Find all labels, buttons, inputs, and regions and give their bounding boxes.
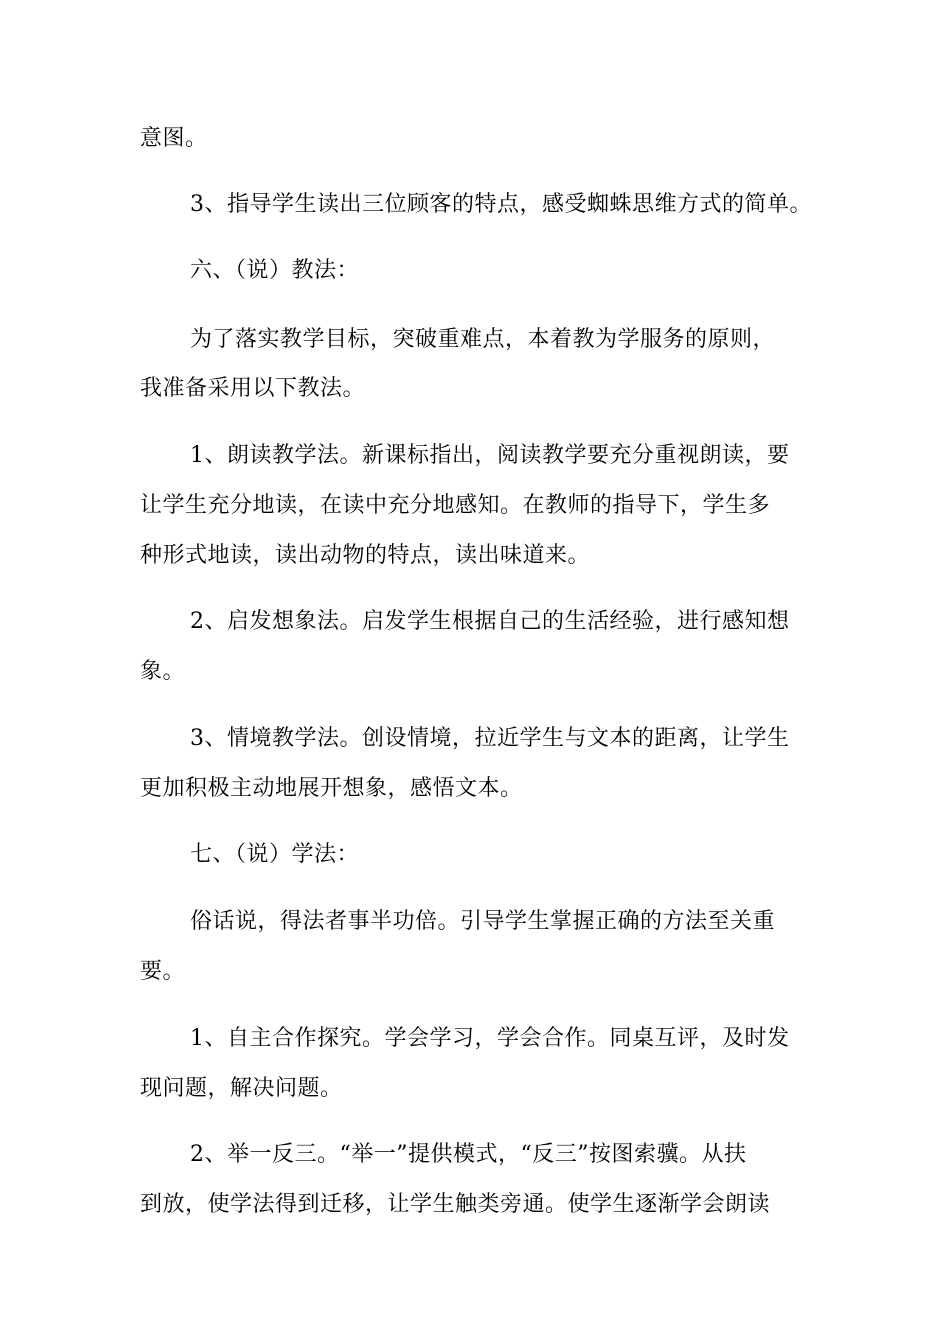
text-line: 1、自主合作探究。学会学习，学会合作。同桌互评，及时发 [190,1026,790,1051]
text-line: 3、情境教学法。创设情境，拉近学生与文本的距离，让学生 [190,726,790,751]
text-line: 现问题，解决问题。 [140,1076,343,1101]
text-line: 3、指导学生读出三位顾客的特点，感受蜘蛛思维方式的简单。 [190,192,812,217]
text-line: 2、启发想象法。启发学生根据自己的生活经验，进行感知想 [190,609,790,634]
section-heading: 六、（说）教法： [190,258,360,283]
text-line: 种形式地读，读出动物的特点，读出味道来。 [140,543,591,568]
text-line: 我准备采用以下教法。 [140,376,366,401]
text-line: 2、举一反三。“举一”提供模式，“反三”按图索骥。从扶 [190,1142,747,1167]
text-line: 俗话说，得法者事半功倍。引导学生掌握正确的方法至关重 [190,909,776,934]
text-line: 要。 [140,959,186,984]
text-line: 更加积极主动地展开想象，感悟文本。 [140,776,523,801]
text-line: 让学生充分地读，在读中充分地感知。在教师的指导下，学生多 [140,493,771,518]
text-line: 到放，使学法得到迁移，让学生触类旁通。使学生逐渐学会朗读 [140,1192,771,1217]
text-line: 象。 [140,659,186,684]
text-line: 意图。 [140,126,208,151]
text-line: 为了落实教学目标，突破重难点，本着教为学服务的原则， [190,327,776,352]
section-heading: 七、（说）学法： [190,842,360,867]
text-line: 1、朗读教学法。新课标指出，阅读教学要充分重视朗读，要 [190,443,790,468]
